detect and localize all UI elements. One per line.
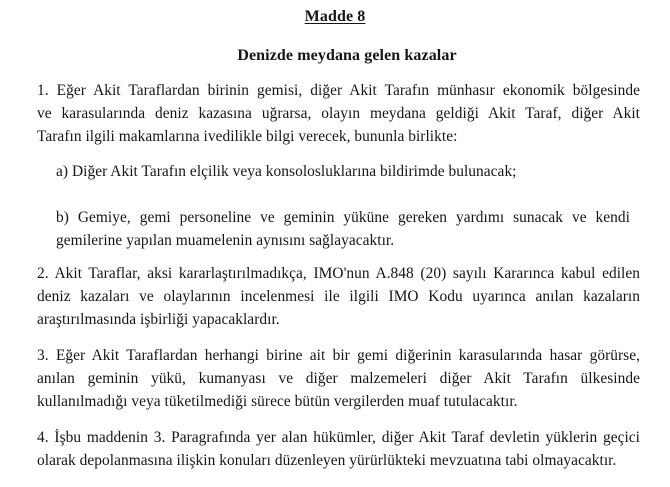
paragraph-1-item-b xyxy=(56,206,630,252)
paragraph-line: anılan geminin yükü, kumanyası ve diğer malzemeleri diğer Akit Tarafın ülkesinde xyxy=(37,370,640,387)
paragraph-line: olarak depolanmasına ilişkin konuları düzenleyen yürürlükteki mevzuatına tabi olmayacaktır. xyxy=(37,452,617,469)
paragraph-1 xyxy=(37,79,640,148)
paragraph-line: Tarafın ilgili makamlarına ivedilikle bilgi verecek, bununla birlikte: xyxy=(37,128,458,145)
paragraph-line: gemilerine yapılan muamelenin aynısını sağlayacaktır. xyxy=(56,232,395,249)
paragraph-line: kullanılmadığı veya tüketilmediği sürece bütün vergilerden muaf tutulacaktır. xyxy=(37,393,518,410)
paragraph-1-item-a xyxy=(56,160,616,183)
paragraph-line: 3. Eğer Akit Taraflardan herhangi birine ait bir gemi diğerinin karasularında hasar görürse, xyxy=(37,347,640,364)
paragraph-line: b) Gemiye, gemi personeline ve geminin yüküne gereken yardımı sunacak ve kendi xyxy=(56,209,630,226)
paragraph-4 xyxy=(37,426,640,472)
section-title: Denizde meydana gelen kazalar xyxy=(237,47,457,64)
paragraph-line: a) Diğer Akit Tarafın elçilik veya konsolosluklarına bildirimde bulunacak; xyxy=(56,163,517,180)
article-title: Madde 8 xyxy=(304,8,366,25)
paragraph-line: 4. İşbu maddenin 3. Paragrafında yer alan hükümler, diğer Akit Taraf devletin yüklerin geçici xyxy=(37,429,640,446)
paragraph-line: ve karasularında deniz kazasına uğrarsa, olayın meydana geldiği Akit Taraf, diğer Akit xyxy=(37,105,640,122)
paragraph-2 xyxy=(37,262,640,331)
paragraph-line: araştırılmasında işbirliği yapacaklardır. xyxy=(37,311,280,328)
paragraph-line: 2. Akit Taraflar, aksi kararlaştırılmadıkça, IMO'nun A.848 (20) sayılı Kararınca kabul edilen xyxy=(37,265,640,282)
paragraph-3 xyxy=(37,344,640,413)
paragraph-line: 1. Eğer Akit Taraflardan birinin gemisi, diğer Akit Tarafın münhasır ekonomik bölgesinde xyxy=(37,82,640,99)
paragraph-line: deniz kazaları ve olaylarının incelenmesi ile ilgili IMO Kodu uyarınca anılan kazaların xyxy=(37,288,640,305)
